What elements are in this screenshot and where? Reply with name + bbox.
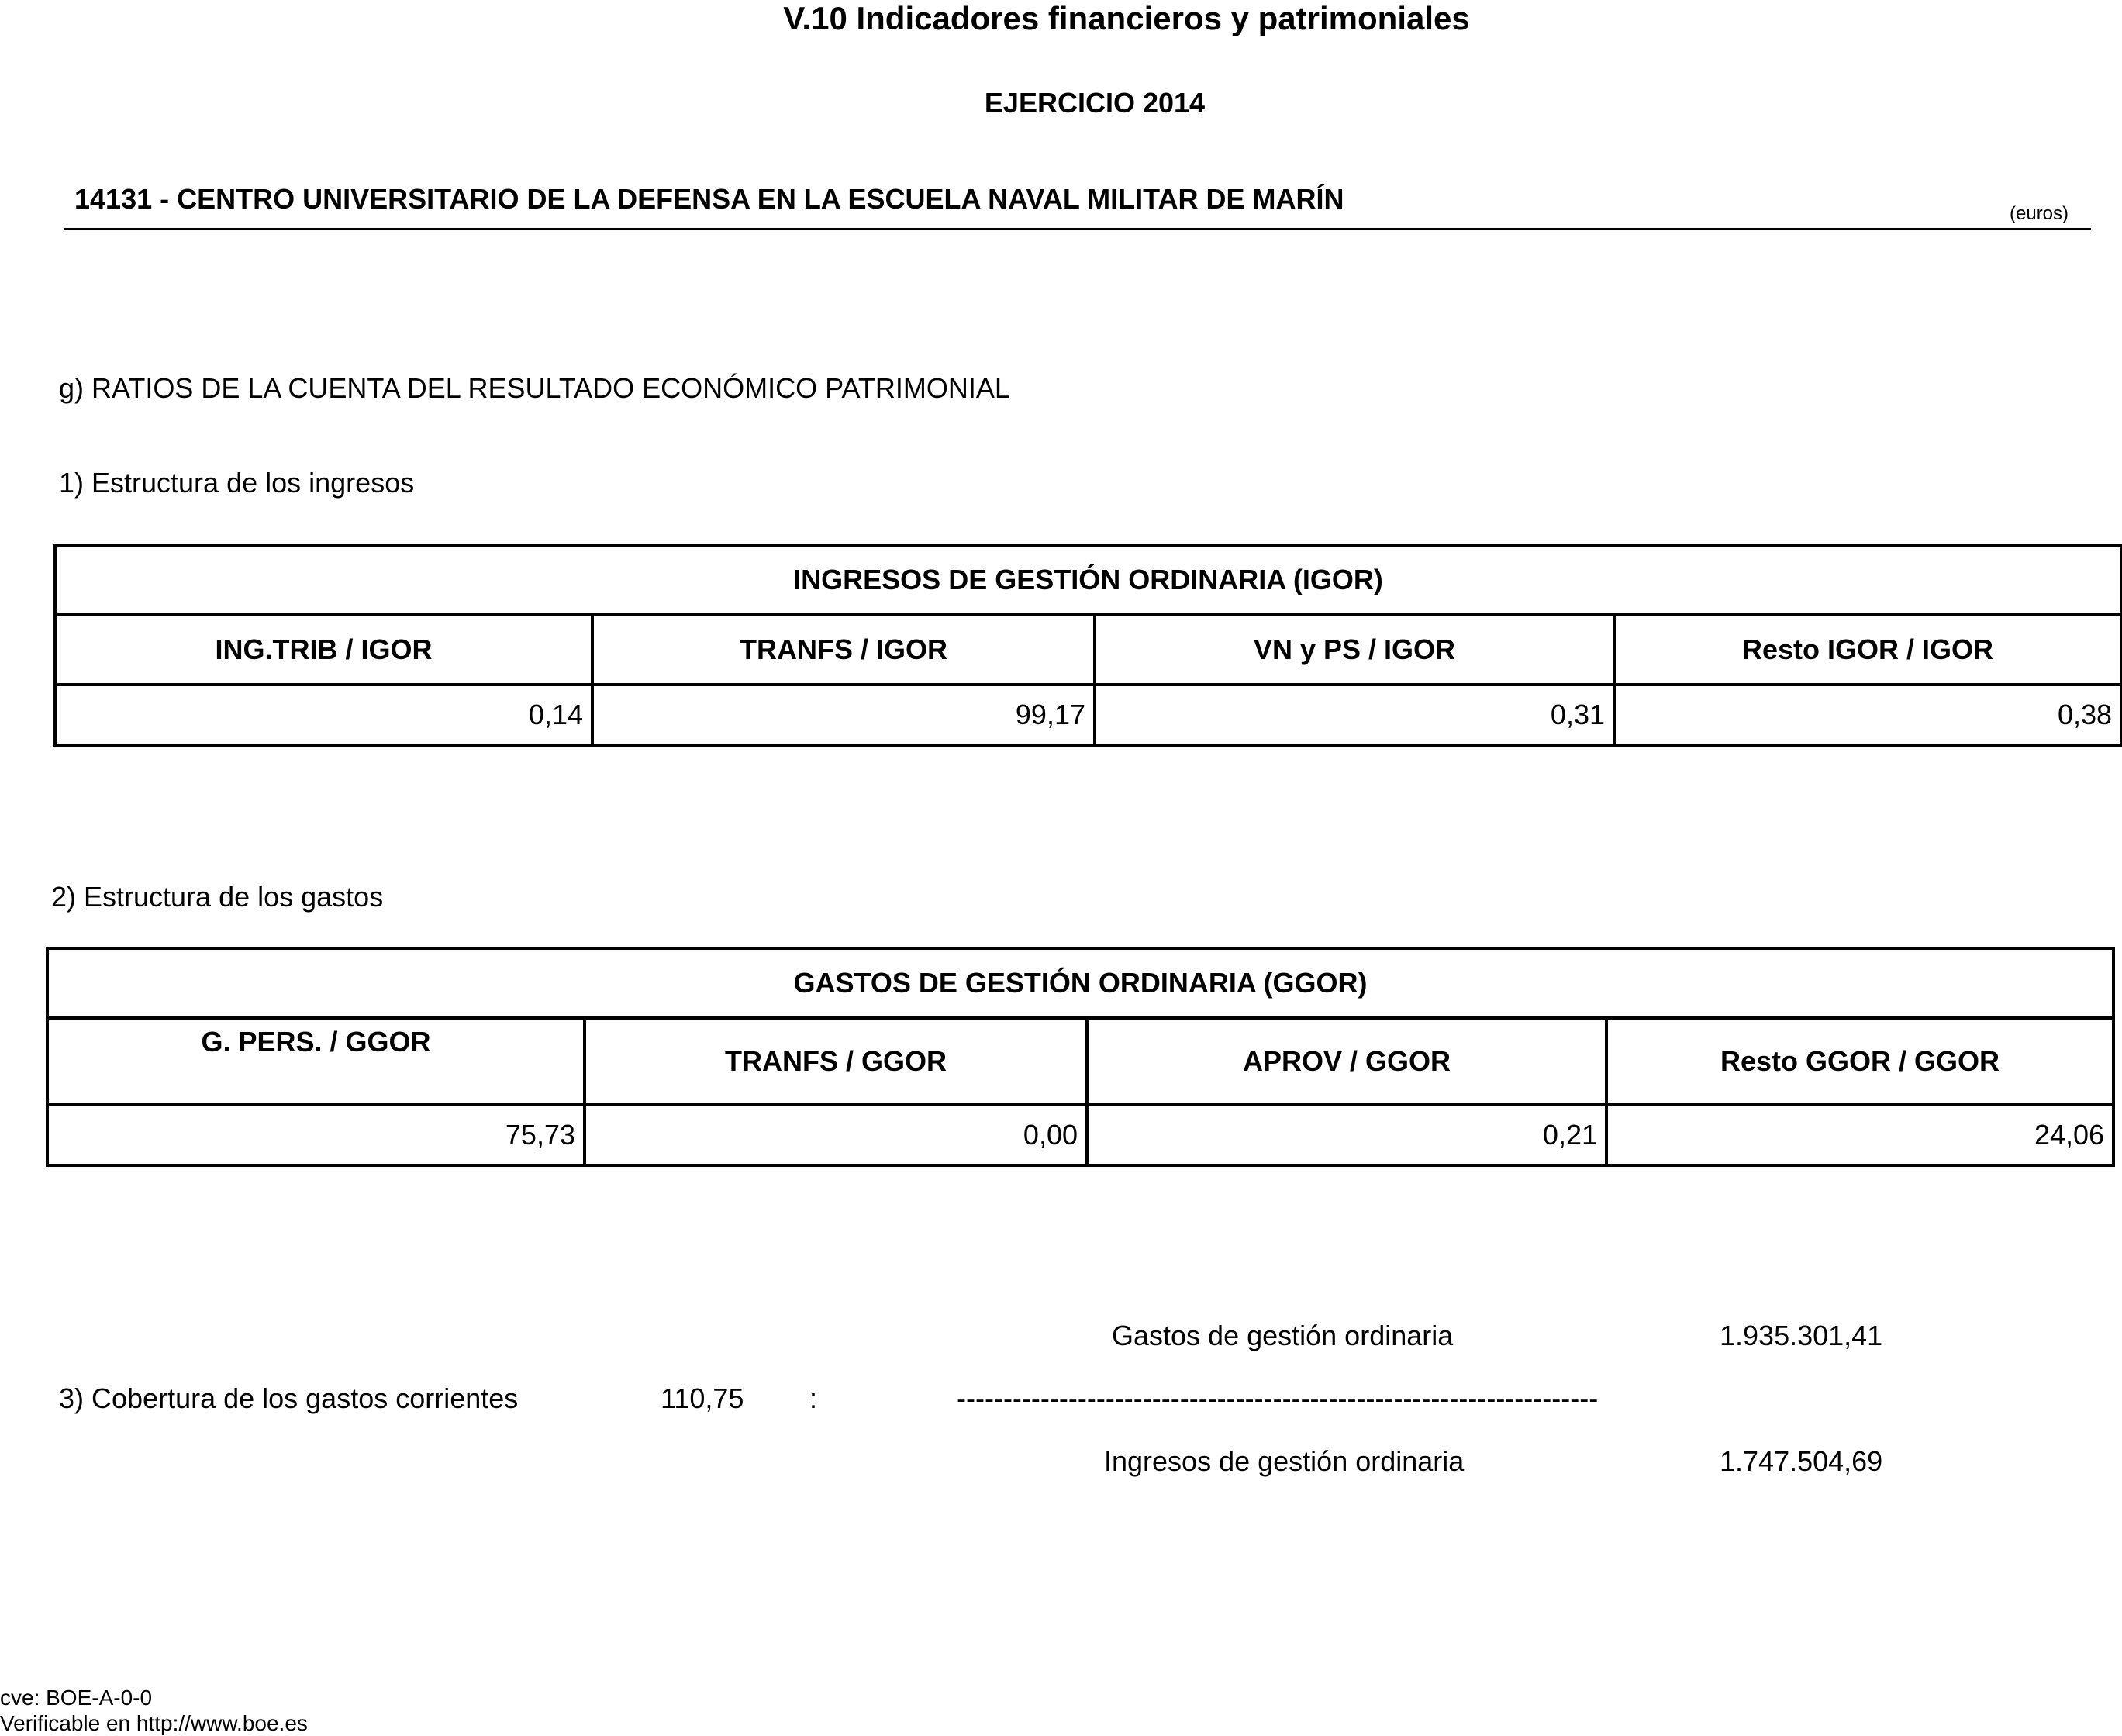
ratio-value: 24,06 [1606,1105,2113,1165]
income-structure-table [53,544,2122,747]
coverage-label: 3) Cobertura de los gastos corrientes [59,1382,519,1414]
ratio-value: 0,21 [1087,1105,1606,1165]
ratio-value: 75,73 [47,1105,585,1165]
units-label: (euros) [2010,203,2069,224]
column-header: ING.TRIB / IGOR [55,615,592,685]
table-header-row [47,1018,2113,1105]
column-header: G. PERS. / GGOR [47,1018,585,1105]
ratio-value: 0,31 [1095,685,1614,745]
header-rule [64,228,2091,230]
table-row [47,1105,2113,1165]
numerator-value: 1.935.301,41 [1720,1320,1883,1351]
section-title: g) RATIOS DE LA CUENTA DEL RESULTADO ECONÓMICO PATRIMONIAL [59,372,1010,404]
page-title: V.10 Indicadores financieros y patrimoniales [783,0,1470,36]
ratio-value: 0,00 [585,1105,1087,1165]
table-title-row [55,545,2121,615]
fraction-line: --------------------------------------------------------------------- [957,1382,1599,1414]
ratio-value: 99,17 [592,685,1095,745]
column-header: VN y PS / IGOR [1095,615,1614,685]
footer-cve: cve: BOE-A-0-0 [0,1686,153,1710]
income-structure-heading: 1) Estructura de los ingresos [59,467,415,499]
ratio-value: 0,38 [1614,685,2121,745]
expense-table-title: GASTOS DE GESTIÓN ORDINARIA (GGOR) [47,948,2113,1018]
column-header: TRANFS / IGOR [592,615,1095,685]
column-header: APROV / GGOR [1087,1018,1606,1105]
numerator-label: Gastos de gestión ordinaria [1112,1320,1454,1351]
denominator-label: Ingresos de gestión ordinaria [1104,1445,1465,1477]
exercise-year: EJERCICIO 2014 [984,87,1206,119]
coverage-value: 110,75 [661,1382,744,1414]
column-header: Resto GGOR / GGOR [1606,1018,2113,1105]
column-header: TRANFS / GGOR [585,1018,1087,1105]
coverage-colon: : [809,1382,818,1414]
ratio-value: 0,14 [55,685,592,745]
entity-name: 14131 - CENTRO UNIVERSITARIO DE LA DEFENSA EN LA ESCUELA NAVAL MILITAR DE MARÍN [74,183,1344,215]
expense-structure-heading: 2) Estructura de los gastos [51,881,384,913]
table-header-row [55,615,2121,685]
table-title-row [47,948,2113,1018]
denominator-value: 1.747.504,69 [1720,1445,1883,1477]
footer-verifiable-link[interactable]: Verificable en http://www.boe.es [0,1711,308,1735]
table-row [55,685,2121,745]
column-header: Resto IGOR / IGOR [1614,615,2121,685]
income-table-title: INGRESOS DE GESTIÓN ORDINARIA (IGOR) [55,545,2121,615]
expense-structure-table [46,947,2115,1167]
